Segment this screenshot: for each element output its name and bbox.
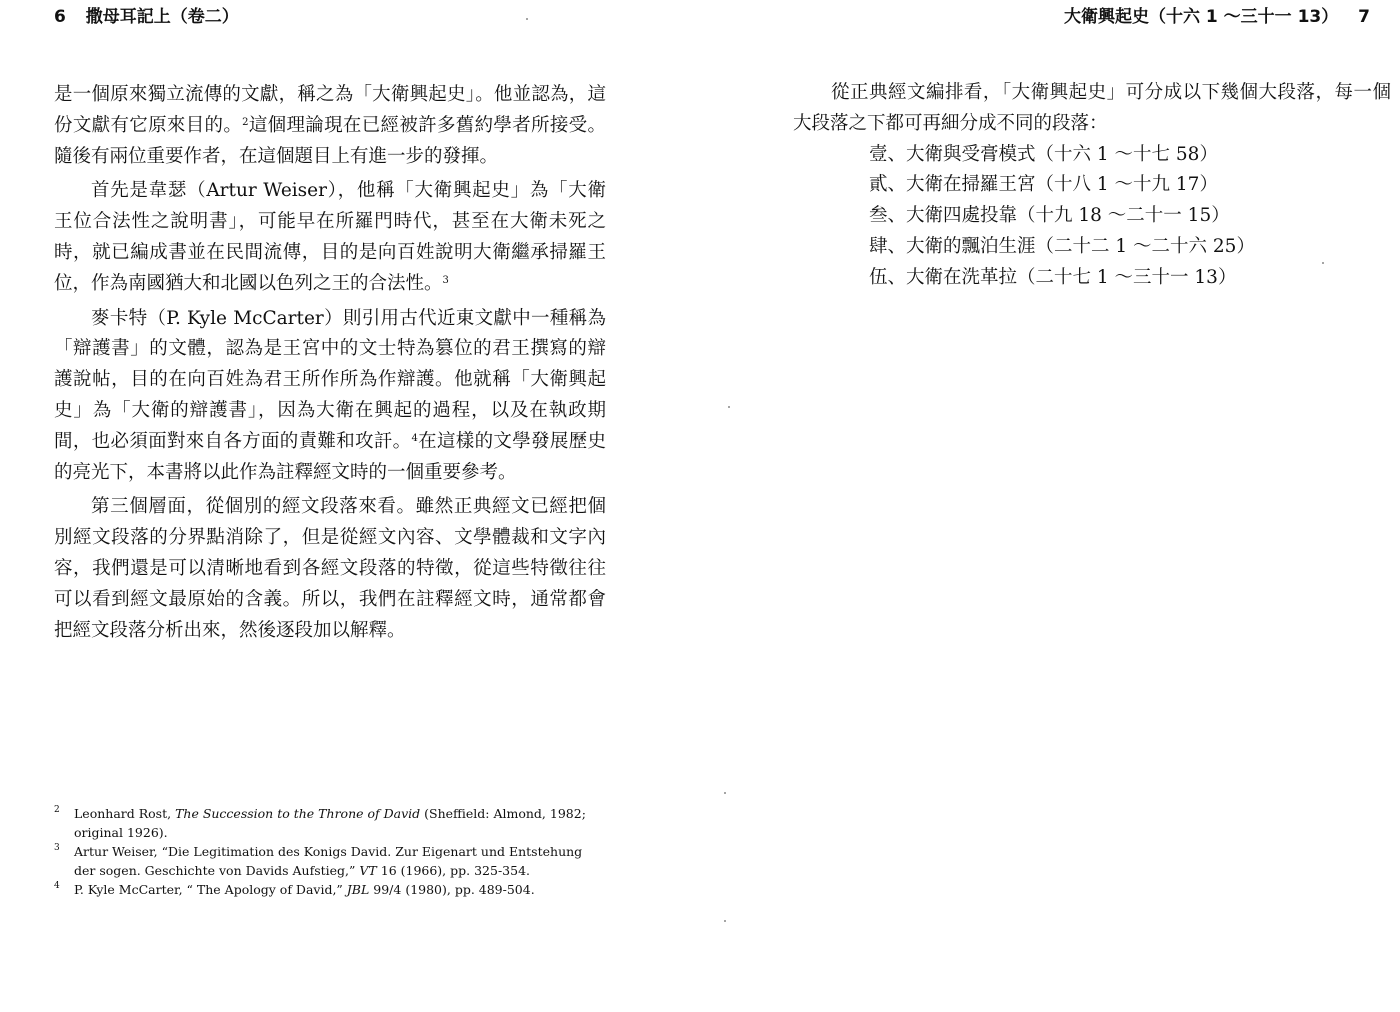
- footnote: [54, 804, 606, 842]
- footnote-text: Artur Weiser, “Die Legitimation des Konigs David. Zur Eigenart und Entstehung der sogen. Geschichte von Davids Aufstieg,”: [74, 844, 583, 878]
- footnote-mark: 2: [54, 805, 60, 815]
- right-running-header: [1064, 2, 1370, 26]
- body-paragraph: [54, 80, 606, 172]
- body-paragraph: [54, 304, 606, 489]
- scan-speck: [1322, 262, 1324, 264]
- outline-item: 伍、大衛在洗革拉（二十七 1 ～三十一 13）: [869, 266, 1237, 288]
- footnote: [54, 842, 606, 880]
- footnote-text: 99/4 (1980), pp. 489-504.: [369, 882, 535, 897]
- scan-speck: [728, 406, 730, 408]
- body-paragraph: [54, 492, 606, 646]
- footnote-title: JBL: [346, 882, 370, 897]
- footnote-reference: 3: [442, 274, 449, 286]
- scan-speck: [724, 920, 726, 922]
- scan-speck: [526, 18, 528, 20]
- left-body-text: [54, 80, 606, 650]
- footnote: [54, 880, 606, 899]
- footnote-mark: 3: [54, 843, 60, 853]
- outline-item: 肆、大衛的飄泊生涯（二十二 1 ～二十六 25）: [869, 235, 1255, 257]
- right-page: [700, 0, 1400, 1012]
- footnote-reference: 4: [411, 432, 418, 444]
- paragraph-text: 首先是韋瑟（Artur Weiser），他稱「大衛興起史」為「大衛王位合法性之說明書」，可能早在所羅門時代，甚至在大衛未死之時，就已編成書並在民間流傳，目的是向百姓說明大衛繼承掃羅王位，作為南國猶大和北國以色列之王的合法性。: [54, 180, 606, 294]
- outline-intro: 從正典經文編排看，「大衛興起史」可分成以下幾個大段落，每一個大段落之下都可再細分成不同的段落：: [793, 82, 1391, 134]
- scan-speck: [724, 792, 726, 794]
- footnote-title: The Succession to the Throne of David: [175, 806, 421, 821]
- footnote-title: VT: [359, 863, 377, 878]
- outline-item: 壹、大衛與受膏模式（十六 1 ～十七 58）: [869, 143, 1218, 165]
- footnotes: [54, 804, 606, 899]
- footnote-text: 16 (1966), pp. 325-354.: [376, 863, 530, 878]
- right-body-text: [793, 78, 1391, 294]
- outline-item: 叁、大衛四處投靠（十九 18 ～二十一 15）: [869, 205, 1230, 227]
- footnote-text: Leonhard Rost,: [74, 806, 176, 821]
- left-running-header: [54, 2, 239, 26]
- footnote-reference: 2: [242, 116, 249, 128]
- left-running-title: 撒母耳記上（卷二）: [85, 7, 239, 27]
- paragraph-text: 第三個層面，從個別的經文段落來看。雖然正典經文已經把個別經文段落的分界點消除了，但是從經文內容、文學體裁和文字內容，我們還是可以清晰地看到各經文段落的特徵，從這些特徵往往可以看到經文最原始的含義。所以，我們在註釋經文時，通常都會把經文段落分析出來，然後逐段加以解釋。: [54, 496, 606, 641]
- outline-item: 貳、大衛在掃羅王宮（十八 1 ～十九 17）: [869, 174, 1218, 196]
- paragraph-text: 在這樣的文學發展歷史的亮光下，本書將以此作為註釋經文時的一個重要參考。: [54, 430, 606, 483]
- left-page-number: 6: [54, 7, 66, 27]
- footnote-text: P. Kyle McCarter, “ The Apology of David,”: [74, 882, 347, 897]
- footnote-mark: 4: [54, 881, 60, 891]
- footnote-text: (Sheffield: Almond, 1982; original 1926).: [74, 806, 586, 840]
- right-running-title: 大衛興起史（十六 1 ～三十一 13）: [1063, 7, 1339, 27]
- body-paragraph: [54, 176, 606, 299]
- paragraph-text: 這個理論現在已經被許多舊約學者所接受。隨後有兩位重要作者，在這個題目上有進一步的發揮。: [54, 114, 606, 167]
- section-outline: [831, 140, 1391, 294]
- paragraph-text: 麥卡特（P. Kyle McCarter）則引用古代近東文獻中一種稱為「辯護書」的文體，認為是王宮中的文士特為篡位的君王撰寫的辯護說帖，目的在向百姓為君王所作所為作辯護。他就稱「大衛興起史」為「大衛的辯護書」，因為大衛在興起的過程，以及在執政期間，也必須面對來自各方面的責難和攻訐。: [54, 307, 606, 452]
- paragraph-text: 是一個原來獨立流傳的文獻，稱之為「大衛興起史」。他並認為，這份文獻有它原來目的。: [54, 84, 606, 136]
- right-page-number: 7: [1358, 7, 1370, 27]
